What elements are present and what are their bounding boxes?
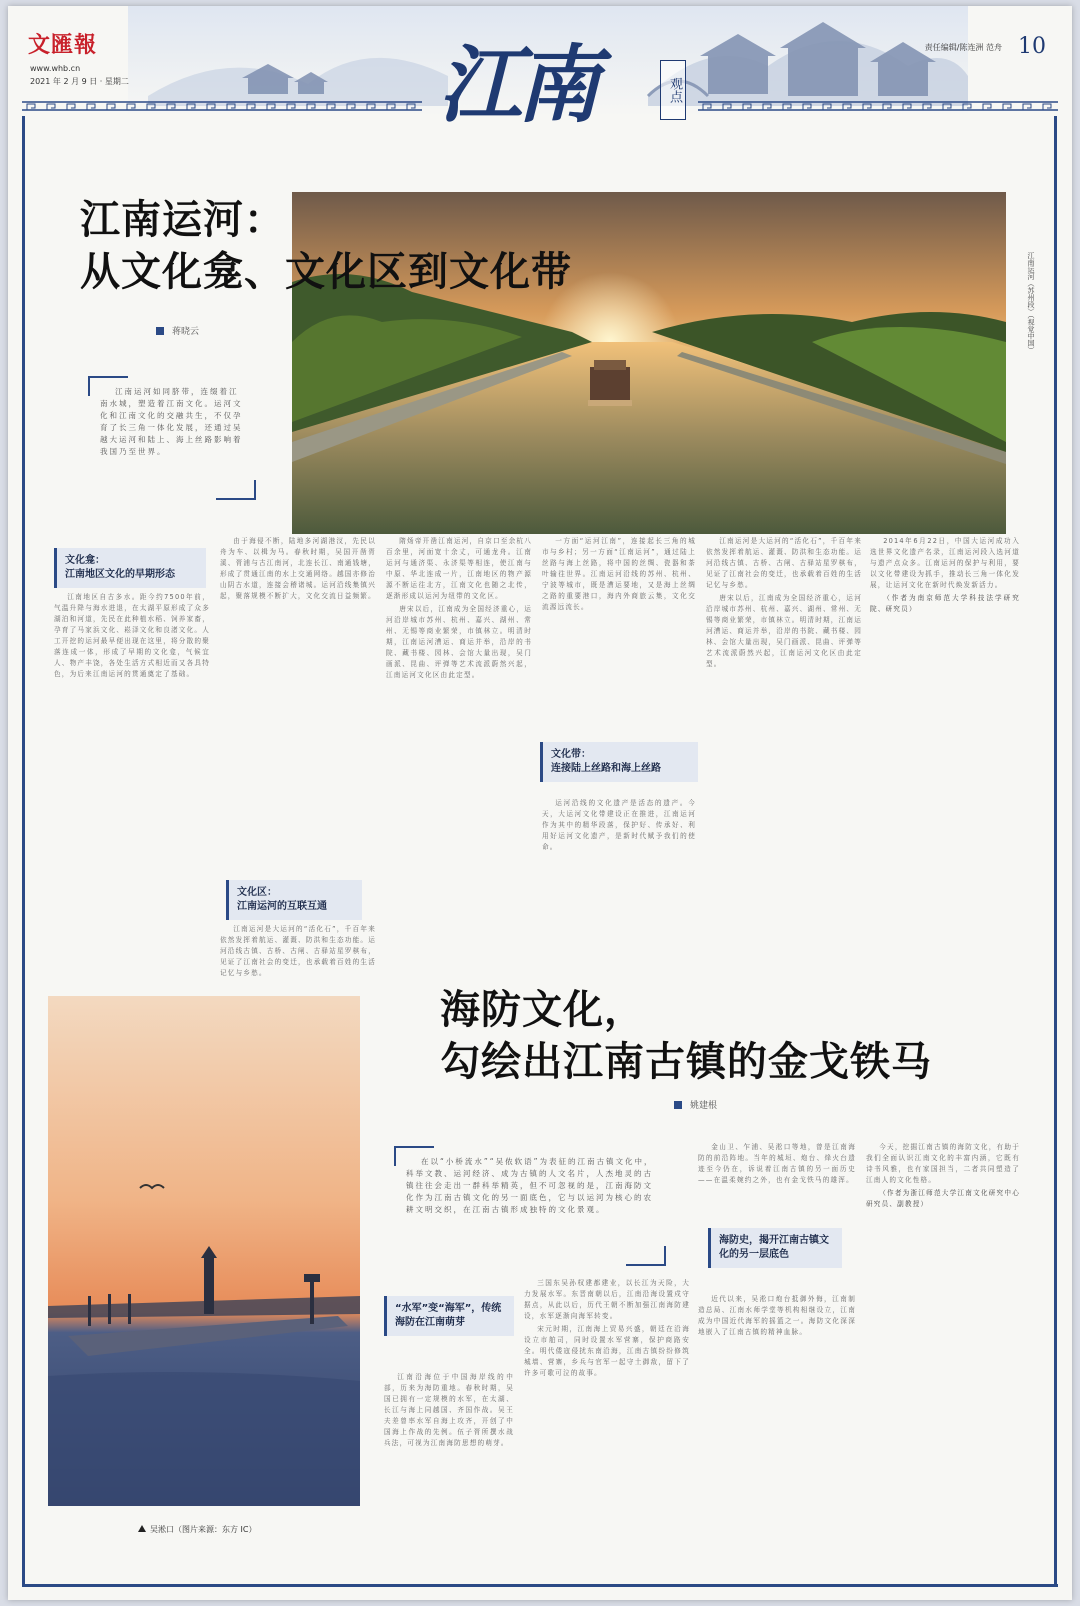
- page-number: 10: [1018, 34, 1046, 59]
- paragraph: 唐宋以后，江南成为全国经济重心，运河沿岸城市苏州、杭州、嘉兴、湖州、常州、无锡等商业繁荣，市镇林立。明清时期，江南运河漕运、商运并举，沿岸的书院、藏书楼、园林、会馆大量出现，吴门画派、昆曲、评弹等艺术流派蔚然兴起，江南运河文化区由此定型。: [706, 594, 862, 668]
- article2-author-note: （作者为浙江师范大学江南文化研究中心研究员、副教授）: [866, 1189, 1020, 1208]
- article2-lead-text: 在以“小桥流水”“吴侬软语”为表征的江南古镇文化中，科举文教、运河经济、成为古镇的人文名片，人杰地灵的古镇往往会走出一群科举精英，但不可忽视的是，江南海防文化作为江南古镇文化的另一面底色，它与以运河为核心的农耕文明交织，在江南古镇形成独特的文化景观。: [406, 1157, 654, 1214]
- article2-column-3: [698, 1294, 856, 1572]
- subhead-text: 连接陆上丝路和海上丝路: [551, 763, 661, 774]
- byline-marker: [674, 1101, 682, 1109]
- section-title: 江南: [438, 35, 595, 134]
- subhead-navy-origin: [384, 1296, 514, 1336]
- subhead-cultural-belt: [540, 742, 698, 782]
- newspaper-page: [8, 6, 1072, 1600]
- article1-title: [80, 194, 572, 298]
- subhead-text: 江南运河的互联互通: [237, 901, 327, 912]
- subhead-text: 海防史，揭开江南古镇文化的另一层底色: [719, 1235, 829, 1260]
- subhead-text: 江南地区文化的早期形态: [65, 569, 175, 580]
- article1-column-4b: [542, 798, 696, 946]
- article1-lead: [88, 376, 256, 500]
- caption-triangle-icon: [138, 1525, 146, 1532]
- article1-author-note: （作者为南京师范大学科技法学研究院、研究员）: [870, 594, 1020, 613]
- lead-corner-top-left: [394, 1146, 434, 1166]
- article2-title: [440, 984, 932, 1088]
- paragraph: 金山卫、乍浦、吴淞口等地，曾是江南海防的前沿阵地。当年的城垣、炮台、烽火台遗迹至今仍在，诉说着江南古镇的另一面历史——在温柔婉约之外，也有金戈铁马的雄浑。: [698, 1143, 856, 1184]
- frame-left: [22, 116, 25, 1586]
- wusong-lighthouse-image: [48, 996, 360, 1506]
- paragraph: 由于海侵不断，陆地多河湖港汊，先民以舟为车、以楫为马。春秋时期，吴国开凿胥溪、胥浦与古江南河，北连长江、南通钱塘，形成了贯通江南的水上交通网络。越国亦修治山阴古水道，连接会稽诸城。运河沿线集镇兴起，聚落规模不断扩大，文化交流日益频繁。: [220, 537, 376, 600]
- frame-right: [1054, 116, 1057, 1586]
- subhead-keyword: 文化龛：: [65, 555, 105, 566]
- article2-lead: [394, 1146, 666, 1266]
- article2-title-line2: 勾绘出江南古镇的金戈铁马: [440, 1039, 932, 1085]
- fret-border-left: [22, 100, 422, 112]
- subhead-text: “水军”变“海军”，传统海防在江南萌芽: [395, 1303, 502, 1328]
- paragraph: 江南沿海位于中国海岸线的中部，历来为海防重地。春秋时期，吴国已拥有一定规模的水军，在太湖、长江与海上同越国、齐国作战。吴王夫差曾率水军自海上攻齐，开创了中国海上作战的先例。伍子胥所撰水战兵法，可视为江南海防思想的萌芽。: [384, 1373, 514, 1447]
- paragraph: 江南运河是大运河的“活化石”，千百年来依然发挥着航运、灌溉、防洪和生态功能。运河沿线古镇、古桥、古闸、古驿站星罗棋布，见证了江南社会的变迁，也承载着百姓的生活记忆与乡愁。: [706, 537, 862, 589]
- paragraph: 今天，挖掘江南古镇的海防文化，有助于我们全面认识江南文化的丰富内涵，它既有诗书风雅，也有家国担当，二者共同塑造了江南人的文化性格。: [866, 1143, 1020, 1184]
- article1-lead-text: 江南运河如同脐带，连缀着江南水城，塑造着江南文化。运河文化和江南文化的交融共生，不仅孕育了长三角一体化发展，还通过吴越大运河和陆上、海上丝路影响着我国乃至世界。: [100, 387, 243, 456]
- article2-title-line1: 海防文化，: [440, 987, 645, 1033]
- issue-date: 2021 年 2 月 9 日 · 星期二: [30, 77, 129, 86]
- paragraph: 近代以来，吴淞口炮台抵御外侮，江南制造总局、江南水师学堂等机构相继设立，江南成为中国近代海军的摇篮之一。海防文化深深地嵌入了江南古镇的精神血脉。: [698, 1295, 856, 1336]
- paragraph: 江南运河是大运河的“活化石”，千百年来依然发挥着航运、灌溉、防洪和生态功能。运河沿线古镇、古桥、古闸、古驿站星罗棋布，见证了江南社会的变迁，也承载着百姓的生活记忆与乡愁。: [220, 925, 376, 977]
- paragraph: 运河沿线的文化遗产是活态的遗产。今天，大运河文化带建设正在推进，江南运河作为其中的精华段落，保护好、传承好、利用好运河文化遗产，是新时代赋予我们的使命。: [542, 799, 696, 851]
- subhead-coastal-defense-history: [708, 1228, 842, 1268]
- subhead-cultural-zone: [226, 880, 362, 920]
- article1-column-4: [542, 536, 696, 732]
- article2-author: 姚建根: [690, 1101, 718, 1111]
- fret-border-right: [698, 100, 1058, 112]
- lighthouse-caption-text: 吴淞口（图片来源：东方 IC）: [150, 1525, 257, 1534]
- paragraph: 宋元时期，江南海上贸易兴盛，朝廷在沿海设立市舶司，同时设置水军营寨，保护商路安全。明代倭寇侵扰东南沿海，江南古镇纷纷修筑城墙、营寨，乡兵与官军一起守土御敌，留下了许多可歌可泣的故事。: [524, 1325, 690, 1377]
- frame-bottom: [22, 1584, 1058, 1587]
- lead-corner-top-left: [88, 376, 128, 396]
- subhead-cultural-niche: [54, 548, 206, 588]
- byline-marker: [156, 327, 164, 335]
- paragraph: 三国东吴孙权建都建业，以长江为天险，大力发展水军。东晋南朝以后，江南沿海设置戍守据点，从此以后，历代王朝不断加强江南海防建设，水军逐渐向海军转变。: [524, 1279, 690, 1320]
- article2-byline: [674, 1098, 717, 1111]
- article1-title-line2: 从文化龛、文化区到文化带: [80, 249, 572, 295]
- article1-column-3: [386, 536, 532, 946]
- article1-column-1: [54, 592, 210, 942]
- canal-photo-caption: 江南运河（苏州段）（视觉中国）: [1027, 252, 1035, 354]
- subhead-keyword: 文化带：: [551, 749, 591, 760]
- subhead-keyword: 文化区：: [237, 887, 277, 898]
- paragraph: 唐宋以后，江南成为全国经济重心，运河沿岸城市苏州、杭州、嘉兴、湖州、常州、无锡等商业繁荣，市镇林立。明清时期，江南运河漕运、商运并举，沿岸的书院、藏书楼、园林、会馆大量出现，吴门画派、昆曲、评弹等艺术流派蔚然兴起，江南运河文化区由此定型。: [386, 605, 532, 679]
- masthead: [8, 6, 1072, 134]
- article1-column-2b: [220, 924, 376, 977]
- newspaper-name: 文匯報: [28, 32, 98, 58]
- article1-column-5: [706, 536, 862, 946]
- paragraph: 隋炀帝开凿江南运河，自京口至余杭八百余里，河面宽十余丈，可通龙舟。江南运河与通济渠、永济渠等相连，使江南与中原、华北连成一片，江南地区的物产源源不断运往北方，江南文化也随之北传，逐渐形成以运河为纽带的文化区。: [386, 537, 532, 600]
- section-seal: 观点: [660, 60, 686, 120]
- article1-byline: [156, 324, 199, 337]
- lighthouse-photo: [48, 996, 360, 1506]
- article2-column-1: [384, 1372, 514, 1572]
- newspaper-url: www.whb.cn: [30, 64, 81, 73]
- lead-corner-bottom-right: [626, 1246, 666, 1266]
- article1-column-6: [870, 536, 1020, 946]
- lighthouse-photo-caption: [138, 1524, 257, 1535]
- article2-column-2: [524, 1278, 690, 1572]
- paragraph: 一方面“运河江南”，连接起长三角的城市与乡村；另一方面“江南运河”，通过陆上丝路与海上丝路，将中国的丝绸、瓷器和茶叶输往世界。江南运河沿线的苏州、杭州、宁波等城市，既是漕运要地，又是海上丝绸之路的重要港口，海内外商旅云集，文化交流源远流长。: [542, 537, 696, 611]
- article1-author: 蒋晓云: [172, 327, 200, 337]
- article2-column-3-top: [698, 1142, 856, 1208]
- article1-title-line1: 江南运河：: [80, 197, 285, 243]
- editor-credit: 责任编辑/陈连洲 范舟: [924, 43, 1002, 52]
- paragraph: 江南地区自古多水。距今约7500年前，气温升降与海水进退，在太湖平原形成了众多湖泊和河道，先民在此种植水稻、饲养家畜，孕育了马家浜文化、崧泽文化和良渚文化。人工开挖的运河最早便出现在这里，将分散的聚落连成一体，形成了早期的文化龛，气候宜人、物产丰饶，各处生活方式相近而又各具特色，为后来江南运河的贯通奠定了基础。: [54, 593, 210, 678]
- article1-column-2: [220, 536, 376, 872]
- lead-corner-bottom-right: [216, 480, 256, 500]
- paragraph: 2014年6月22日，中国大运河成功入选世界文化遗产名录，江南运河段入选河道与遗产点众多。江南运河的保护与利用，要以文化带建设为抓手，推动长三角一体化发展，让运河文化在新时代焕发新活力。: [870, 537, 1020, 589]
- article2-column-4: [866, 1142, 1020, 1572]
